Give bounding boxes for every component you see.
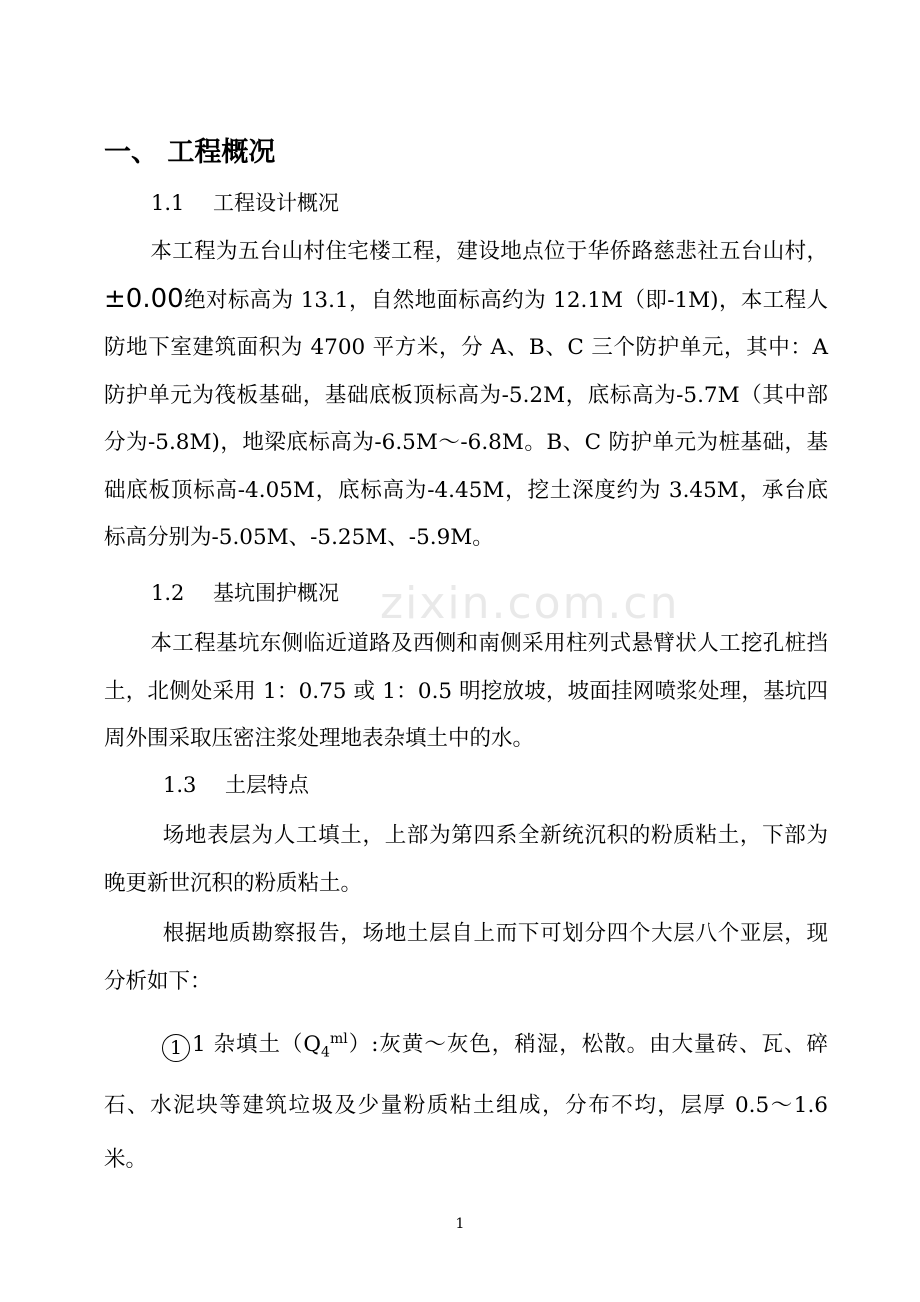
subsection-1-1: [151, 188, 339, 218]
elevation-value: ±0.00: [104, 283, 184, 314]
subsection-1-2: [151, 578, 339, 608]
page-number: 1: [455, 1216, 465, 1232]
circled-number-one-icon: 1: [162, 1034, 190, 1062]
subsection-1-1-number: 1.1: [151, 191, 185, 215]
fill-layer-text-2: ）:灰黄～灰色，稍湿，松散。由大量砖、瓦、碎石、水泥块等建筑垃圾及少量粉质粘土组成，分布不均，层厚 0.5～1.6 米。: [104, 1032, 829, 1173]
paragraph-geological-text: 根据地质勘察报告，场地土层自上而下可划分四个大层八个亚层，现分析如下：: [104, 921, 828, 994]
subsection-1-1-title: 工程设计概况: [213, 191, 339, 215]
paragraph-excavation-support: [104, 620, 828, 763]
paragraph-design-overview: [104, 228, 828, 562]
paragraph-excavation-text: 本工程基坑东侧临近道路及西侧和南侧采用柱列式悬臂状人工挖孔桩挡土，北侧处采用 1：0.75 或 1：0.5 明挖放坡，坡面挂网喷浆处理，基坑四周外围采取压密注浆处理地表杂填土中的水。: [104, 631, 828, 751]
subsection-1-3-title: 土层特点: [225, 773, 309, 797]
fill-layer-text-1: 1 杂填土（Q: [192, 1032, 322, 1058]
subsection-1-2-number: 1.2: [151, 581, 185, 605]
fill-layer-subscript: 4: [321, 1044, 330, 1061]
subsection-1-3-number: 1.3: [163, 773, 197, 797]
paragraph-design-text-2: 绝对标高为 13.1，自然地面标高约为 12.1M（即-1M)，本工程人防地下室建筑面积为 4700 平方米，分 A、B、C 三个防护单元，其中：A 防护单元为筏板基础，基础底板顶标高为-5.2M，底标高为-5.7M（其中部分为-5.8M)，地梁底标高为-6.5M～-6.8M。B、C 防护单元为桩基础，基础底板顶标高-4.05M，底标高为-4.45M，挖土深度约为 3.45M，承台底标高分别为-5.05M、-5.25M、-5.9M。: [104, 287, 828, 550]
paragraph-fill-layer: [104, 1012, 828, 1187]
section-heading: 一、 工程概况: [104, 137, 276, 168]
paragraph-soil-features: [104, 812, 828, 907]
subsection-1-3: [163, 770, 309, 800]
paragraph-geological-report: [104, 910, 828, 1005]
fill-layer-superscript: ml: [329, 1031, 348, 1047]
paragraph-design-text-1: 本工程为五台山村住宅楼工程，建设地点位于华侨路慈悲社五台山村，: [150, 239, 828, 264]
paragraph-soil-text: 场地表层为人工填土，上部为第四系全新统沉积的粉质粘土，下部为晚更新世沉积的粉质粘土。: [104, 823, 828, 896]
watermark: zixin.com.cn: [380, 578, 680, 629]
subsection-1-2-title: 基坑围护概况: [213, 581, 339, 605]
